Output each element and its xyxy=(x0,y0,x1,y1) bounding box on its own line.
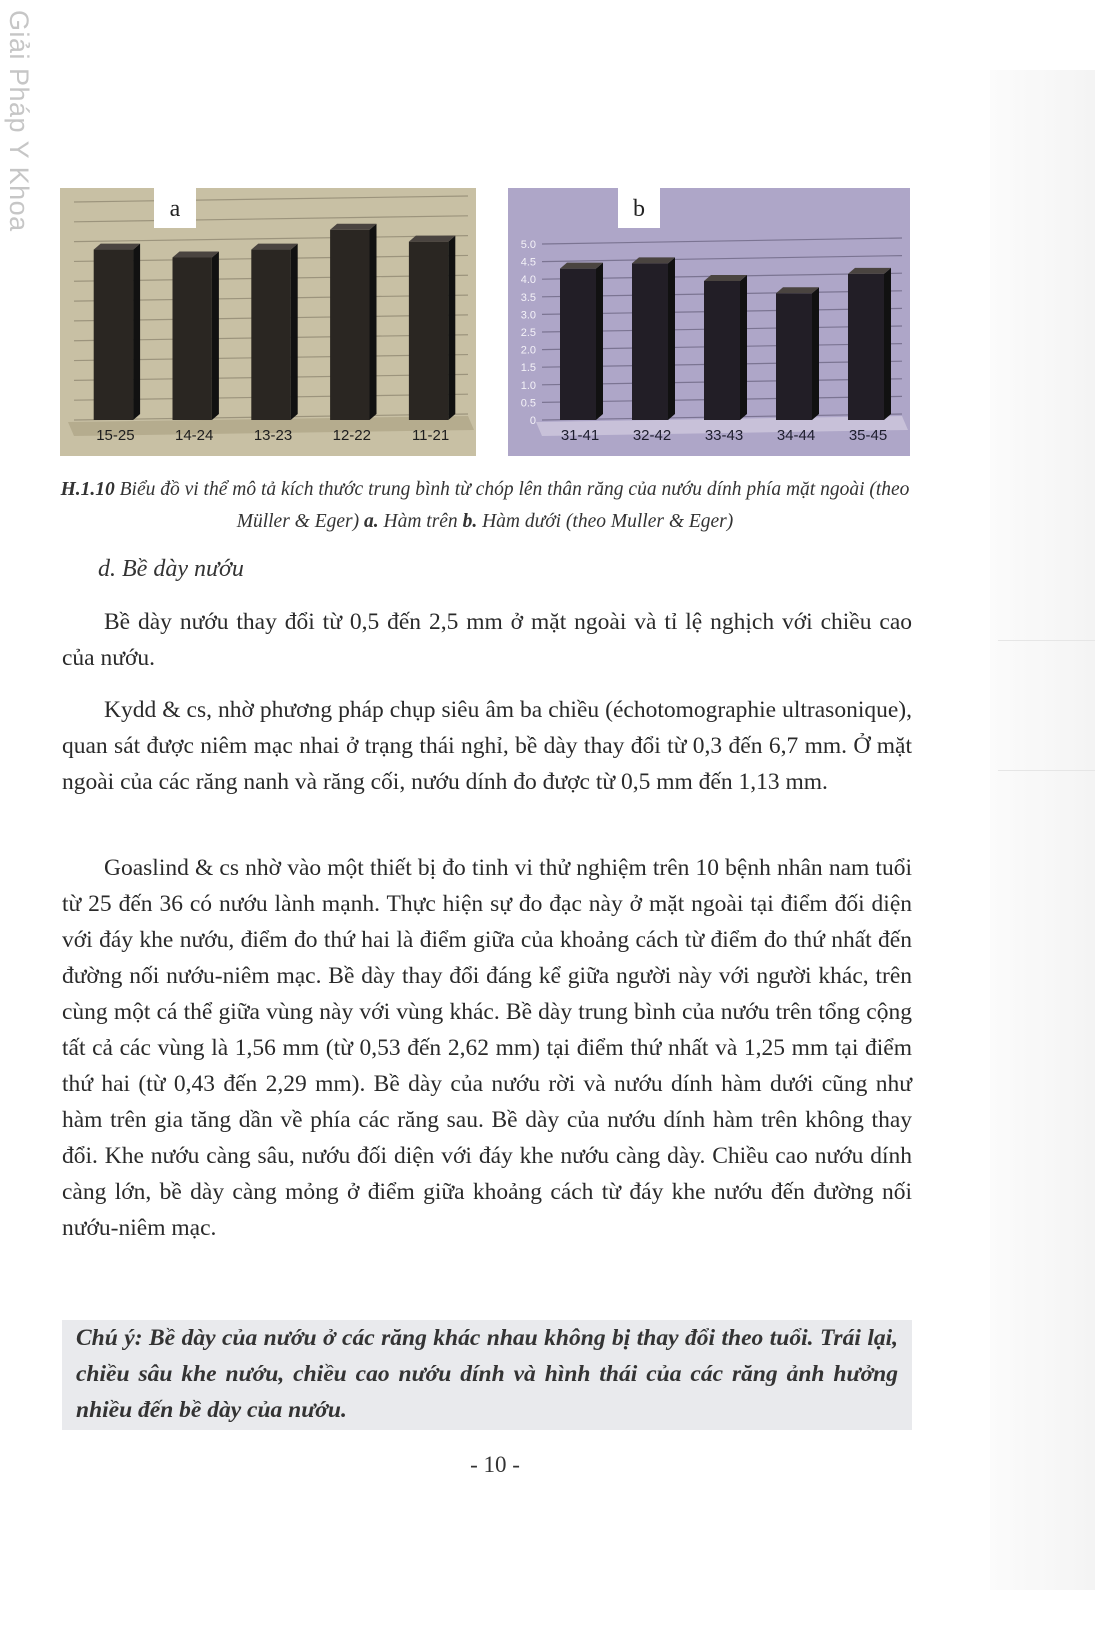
page-edge-shade xyxy=(990,70,1095,1590)
y-tick-label: 3.0 xyxy=(520,309,536,322)
bar xyxy=(251,250,290,420)
x-tick-label: 35-45 xyxy=(848,427,888,444)
grid-line xyxy=(74,196,468,202)
paragraph: Kydd & cs, nhờ phương pháp chụp siêu âm ba chiều (échotomographie ultrasonique), quan sát được niêm mạc nhai ở trạng thái nghỉ, bề dày thay đổi từ 0,3 đến 6,7 mm. Ở mặt ngoài của các răng nanh và răng cối, nướu dính đo được từ 0,5 mm đến 1,13 mm. xyxy=(62,697,912,795)
bar-side xyxy=(212,251,219,420)
bar xyxy=(776,293,812,420)
bar-side xyxy=(668,257,675,420)
bar xyxy=(173,257,212,420)
y-tick-label: 1.0 xyxy=(520,379,536,392)
bar-top xyxy=(94,244,140,250)
figure-caption xyxy=(60,474,910,538)
x-tick-label: 14-24 xyxy=(175,427,214,444)
bar-side xyxy=(448,236,455,420)
bar-side xyxy=(370,224,377,420)
caption-text-b: Hàm dưới (theo Muller & Eger) xyxy=(477,511,734,532)
page-number: - 10 - xyxy=(470,1452,520,1477)
note-lead: Chú ý: xyxy=(76,1325,143,1351)
y-tick-label: 4.5 xyxy=(520,256,536,269)
grid-line xyxy=(74,236,468,242)
bar-top xyxy=(848,268,891,274)
bar xyxy=(330,230,369,420)
bar-side xyxy=(812,287,819,420)
grid-line xyxy=(542,256,902,262)
caption-text-a: Hàm trên xyxy=(378,511,463,532)
bar-top xyxy=(560,263,603,269)
bar-top xyxy=(409,236,455,242)
y-tick-label: 2.5 xyxy=(520,327,536,339)
bar-side xyxy=(596,263,603,420)
bar-top xyxy=(251,244,297,250)
bar xyxy=(94,250,133,420)
chart-b-svg xyxy=(508,188,910,456)
bar-top xyxy=(704,275,747,281)
note-box xyxy=(62,1320,912,1430)
edge-line xyxy=(998,770,1095,771)
bar-top xyxy=(173,251,219,257)
edge-line xyxy=(998,640,1095,641)
y-tick-label: 2.0 xyxy=(520,344,536,357)
bar-side xyxy=(133,244,140,420)
caption-part-b: b. xyxy=(462,511,478,532)
caption-part-a: a. xyxy=(363,511,379,532)
x-tick-label: 13-23 xyxy=(253,427,293,444)
caption-label: H.1.10 xyxy=(60,479,115,500)
x-tick-label: 12-22 xyxy=(332,427,371,444)
chart-b xyxy=(508,188,910,456)
x-tick-label: 11-21 xyxy=(411,427,450,444)
paragraph: Bề dày nướu thay đổi từ 0,5 đến 2,5 mm ở mặt ngoài và tỉ lệ nghịch với chiều cao của nướu. xyxy=(62,609,912,671)
grid-line xyxy=(542,238,902,244)
bar-side xyxy=(291,244,298,420)
bar-side xyxy=(884,268,891,420)
chart-a-svg xyxy=(60,188,476,456)
y-tick-label: 3.5 xyxy=(520,291,536,304)
x-tick-label: 32-42 xyxy=(632,427,672,444)
x-tick-label: 15-25 xyxy=(96,427,135,444)
bar xyxy=(704,281,740,420)
bar-top xyxy=(632,257,675,263)
note-body: Bề dày của nướu ở các răng khác nhau không bị thay đổi theo tuổi. Trái lại, chiều sâu khe nướu, chiều cao nướu dính và hình thái của các răng ảnh hưởng nhiều đến bề dày của nướu. xyxy=(76,1325,899,1423)
bar xyxy=(848,274,884,420)
chart-a xyxy=(60,188,476,456)
section-heading: d. Bề dày nướu xyxy=(98,556,244,582)
y-tick-label: 0.5 xyxy=(520,397,536,410)
x-tick-label: 34-44 xyxy=(776,427,816,444)
grid-line xyxy=(74,216,468,222)
chart-title: b xyxy=(633,196,645,222)
x-tick-label: 31-41 xyxy=(560,427,600,444)
bar xyxy=(409,242,448,420)
bar xyxy=(560,269,596,420)
chart-title: a xyxy=(169,196,181,222)
y-tick-label: 5.0 xyxy=(520,239,536,251)
y-tick-label: 1.5 xyxy=(520,362,536,375)
paragraph: Goaslind & cs nhờ vào một thiết bị đo tinh vi thử nghiệm trên 10 bệnh nhân nam tuổi từ 25 đến 36 có nướu lành mạnh. Thực hiện sự đo đạc này ở mặt ngoài tại điểm đối diện với đáy khe nướu, điểm đo thứ hai là điểm giữa của khoảng cách từ điểm đo thứ nhất đến đường nối nướu-niêm mạc. Bề dày thay đổi đáng kể giữa người này với người khác, trên cùng một cá thể giữa vùng này với vùng khác. Bề dày trung bình của nướu trên tổng cộng tất cả các vùng là 1,56 mm (từ 0,53 đến 2,62 mm) tại điểm thứ nhất và 1,25 mm tại điểm thứ hai (từ 0,43 đến 2,29 mm). Bề dày của nướu rời và nướu dính hàm dưới cũng như hàm trên gia tăng dần về phía các răng sau. Bề dày của nướu dính hàm trên không thay đổi. Khe nướu càng sâu, nướu đối diện với đáy khe nướu càng dày. Chiều cao nướu dính càng lớn, bề dày càng mỏng ở điểm giữa khoảng cách từ đáy khe nướu đến đường nối nướu-niêm mạc. xyxy=(62,855,912,1241)
watermark: Giải Pháp Y Khoa xyxy=(4,10,34,232)
bar xyxy=(632,263,668,420)
y-tick-label: 4.0 xyxy=(520,274,536,287)
y-tick-label: 0 xyxy=(529,415,536,427)
x-tick-label: 33-43 xyxy=(704,427,744,444)
note-text xyxy=(62,1320,912,1428)
caption-text: Biểu đồ vi thể mô tả kích thước trung bình từ chóp lên thân răng của nướu dính phía mặt ngoài (theo Müller & Eger) xyxy=(114,479,910,532)
bar-side xyxy=(740,275,747,420)
bar-top xyxy=(330,224,376,230)
bar-top xyxy=(776,287,819,293)
